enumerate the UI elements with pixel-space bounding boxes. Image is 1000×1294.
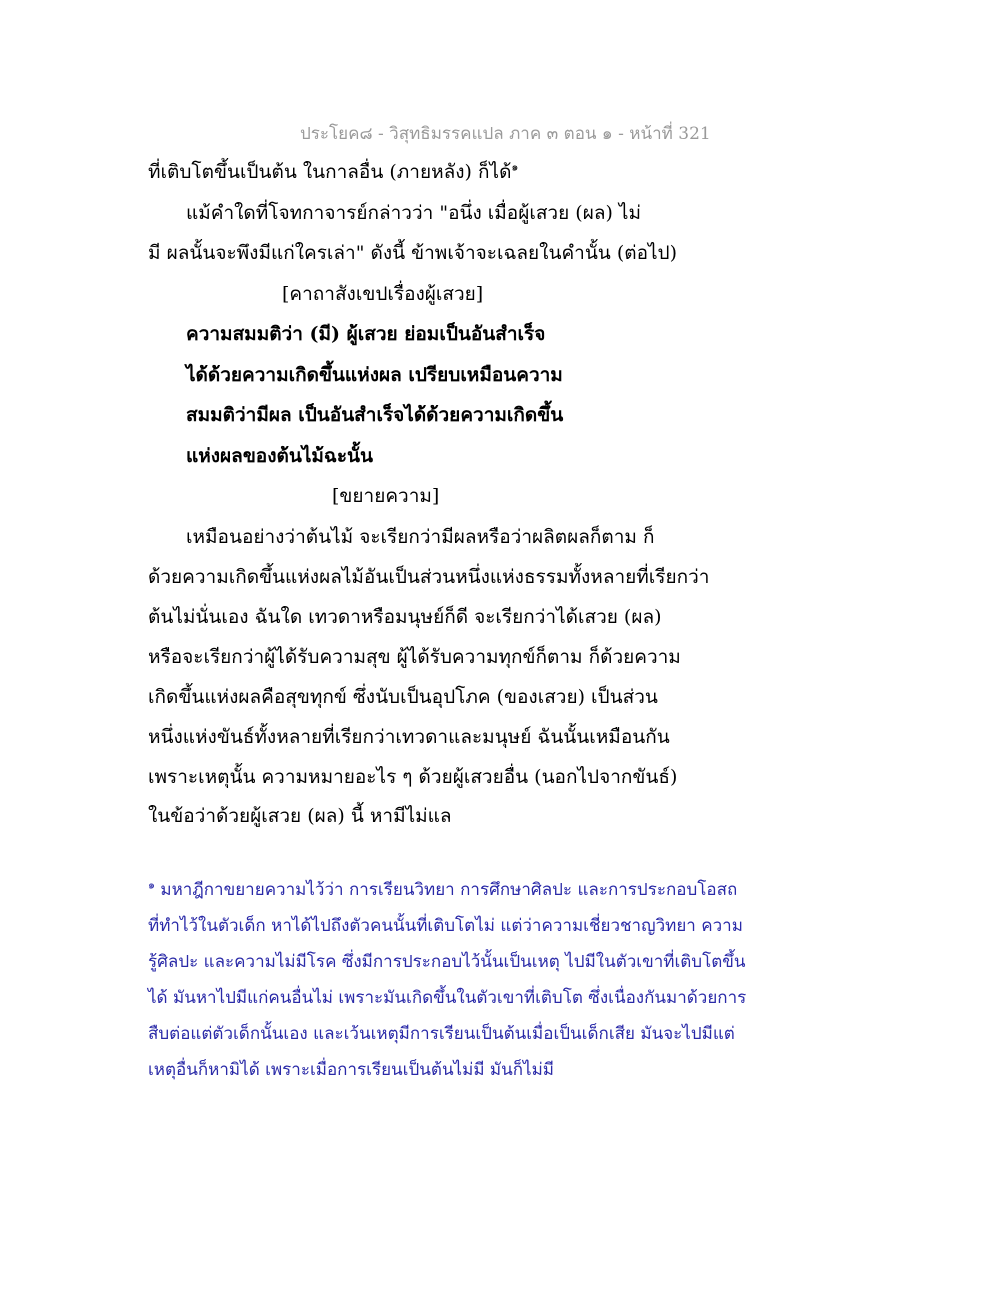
verse-line: ความสมมติว่า (มี) ผู้เสวย ย่อมเป็นอันสำเร็จ bbox=[186, 323, 546, 345]
paragraph-line: เหมือนอย่างว่าต้นไม้ จะเรียกว่ามีผลหรือว่าผลิตผลก็ตาม ก็ bbox=[186, 526, 655, 548]
paragraph-line: ด้วยความเกิดขึ้นแห่งผลไม้อันเป็นส่วนหนึ่งแห่งธรรมทั้งหลายที่เรียกว่า bbox=[148, 566, 710, 588]
section-heading: [ขยายความ] bbox=[332, 485, 440, 507]
section-heading: [คาถาสังเขปเรื่องผู้เสวย] bbox=[282, 283, 484, 305]
footnote-reference[interactable]: ๑ bbox=[511, 160, 519, 174]
footnote-line: สืบต่อแต่ตัวเด็กนั้นเอง และเว้นเหตุมีการเรียนเป็นต้นเมื่อเป็นเด็กเสีย มันจะไปมีแต่ bbox=[148, 1024, 735, 1044]
footnote-line bbox=[148, 878, 737, 902]
paragraph-line: ต้นไม่นั่นเอง ฉันใด เทวดาหรือมนุษย์ก็ดี จะเรียกว่าได้เสวย (ผล) bbox=[148, 606, 662, 628]
paragraph-line: ในข้อว่าด้วยผู้เสวย (ผล) นี้ หามีไม่แล bbox=[148, 805, 452, 827]
footnote-line: รู้ศิลปะ และความไม่มีโรค ซึ่งมีการประกอบไว้นั้นเป็นเหตุ ไปมีในตัวเขาที่เติบโตขึ้น bbox=[148, 952, 746, 972]
body-line-text: ที่เติบโตขึ้นเป็นต้น ในกาลอื่น (ภายหลัง) ก็ได้ bbox=[148, 161, 512, 183]
body-line: แม้คำใดที่โจทกาจารย์กล่าวว่า "อนึ่ง เมื่อผู้เสวย (ผล) ไม่ bbox=[186, 202, 641, 224]
footnote-mark: ๑ bbox=[148, 878, 155, 892]
body-line bbox=[148, 159, 518, 185]
verse-line: ได้ด้วยความเกิดขึ้นแห่งผล เปรียบเหมือนความ bbox=[186, 364, 563, 386]
body-line: มี ผลนั้นจะพึงมีแก่ใครเล่า" ดังนี้ ข้าพเจ้าจะเฉลยในคำนั้น (ต่อไป) bbox=[148, 242, 678, 264]
verse-line: แห่งผลของต้นไม้ฉะนั้น bbox=[186, 445, 374, 467]
paragraph-line: เกิดขึ้นแห่งผลคือสุขทุกข์ ซึ่งนับเป็นอุปโภค (ของเสวย) เป็นส่วน bbox=[148, 686, 658, 708]
paragraph-line: หนึ่งแห่งขันธ์ทั้งหลายที่เรียกว่าเทวดาและมนุษย์ ฉันนั้นเหมือนกัน bbox=[148, 726, 670, 748]
footnote-line: ได้ มันหาไปมีแก่คนอื่นไม่ เพราะมันเกิดขึ้นในตัวเขาที่เติบโต ซึ่งเนื่องกันมาด้วยการ bbox=[148, 988, 747, 1008]
page-header: ประโยค๘ - วิสุทธิมรรคแปล ภาค ๓ ตอน ๑ - หน้าที่ 321 bbox=[300, 124, 711, 144]
footnote-line: ที่ทำไว้ในตัวเด็ก หาได้ไปถึงตัวคนนั้นที่เติบโตไม่ แต่ว่าความเชี่ยวชาญวิทยา ความ bbox=[148, 916, 743, 936]
paragraph-line: หรือจะเรียกว่าผู้ได้รับความสุข ผู้ได้รับความทุกข์ก็ตาม ก็ด้วยความ bbox=[148, 646, 681, 668]
verse-line: สมมติว่ามีผล เป็นอันสำเร็จได้ด้วยความเกิดขึ้น bbox=[186, 404, 564, 426]
paragraph-line: เพราะเหตุนั้น ความหมายอะไร ๆ ด้วยผู้เสวยอื่น (นอกไปจากขันธ์) bbox=[148, 766, 678, 788]
footnote-line: เหตุอื่นก็หามิได้ เพราะเมื่อการเรียนเป็นต้นไม่มี มันก็ไม่มี bbox=[148, 1060, 555, 1080]
footnote-line-text: มหาฎีกาขยายความไว้ว่า การเรียนวิทยา การศึกษาศิลปะ และการประกอบโอสถ bbox=[160, 880, 738, 900]
